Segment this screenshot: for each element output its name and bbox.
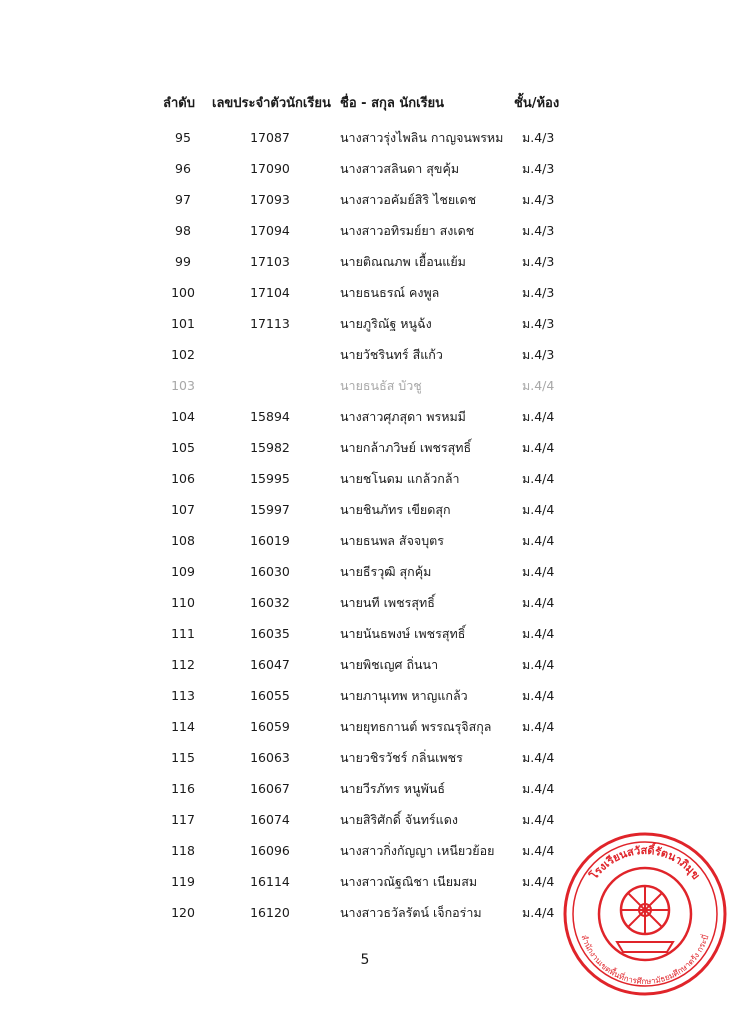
row-number: 116 — [171, 781, 195, 796]
table-row — [0, 192, 729, 223]
table-row — [0, 285, 729, 316]
table-row — [0, 688, 729, 719]
row-student-id: 16114 — [250, 874, 290, 889]
row-class: ม.4/4 — [522, 905, 555, 920]
row-number: 117 — [171, 812, 195, 827]
row-student-name: นางสาวธวัลรัตน์ เจ็กอร่าม — [340, 905, 482, 920]
row-class: ม.4/4 — [522, 626, 555, 641]
row-class: ม.4/3 — [522, 316, 555, 331]
table-row — [0, 409, 729, 440]
row-student-name: นายธนธัส บัวชู — [340, 378, 422, 393]
row-class: ม.4/4 — [522, 533, 555, 548]
row-number: 97 — [175, 192, 191, 207]
header-name: ชื่อ - สกุล นักเรียน — [340, 96, 445, 111]
row-class: ม.4/4 — [522, 812, 555, 827]
row-student-id: 16035 — [250, 626, 290, 641]
row-student-name: นายธีรวุฒิ สุกคุ้ม — [340, 564, 432, 579]
row-student-id: 16032 — [250, 595, 290, 610]
table-row — [0, 564, 729, 595]
row-student-id: 16019 — [250, 533, 290, 548]
row-number: 95 — [175, 130, 191, 145]
header-student-id: เลขประจำตัวนักเรียน — [212, 96, 331, 111]
row-class: ม.4/3 — [522, 347, 555, 362]
page-number: 5 — [360, 952, 370, 968]
row-number: 105 — [171, 440, 195, 455]
table-row — [0, 626, 729, 657]
row-number: 106 — [171, 471, 195, 486]
row-student-id: 15982 — [250, 440, 290, 455]
row-class: ม.4/3 — [522, 285, 555, 300]
table-row — [0, 440, 729, 471]
seal-ring-text-bottom: สำนักงานเขตพื้นที่การศึกษามัธยมศึกษาตรัง กระบี่ — [579, 933, 711, 987]
row-class: ม.4/4 — [522, 378, 555, 393]
row-student-name: นายสิริศักดิ์ จันทร์แดง — [340, 812, 458, 827]
row-student-name: นายวชิรวัชร์ กลิ่นเพชร — [340, 750, 463, 765]
row-student-id: 17104 — [250, 285, 290, 300]
seal-ring-text-top: โรงเรียนสวัสดิ์รัตนาภิมุข — [587, 843, 703, 882]
row-number: 104 — [171, 409, 195, 424]
row-student-id: 15995 — [250, 471, 290, 486]
row-class: ม.4/4 — [522, 657, 555, 672]
school-seal-stamp — [557, 822, 729, 997]
row-student-name: นางสาวณัฐณิชา เนียมสม — [340, 874, 478, 889]
row-student-name: นายธนธรณ์ คงพูล — [340, 285, 440, 300]
row-number: 115 — [171, 750, 195, 765]
row-number: 111 — [171, 626, 195, 641]
row-number: 101 — [171, 316, 195, 331]
table-row — [0, 161, 729, 192]
row-class: ม.4/4 — [522, 874, 555, 889]
table-row — [0, 502, 729, 533]
row-student-id: 16059 — [250, 719, 290, 734]
row-student-id: 15997 — [250, 502, 290, 517]
row-number: 120 — [171, 905, 195, 920]
header-class: ชั้น/ห้อง — [514, 96, 560, 111]
row-number: 118 — [171, 843, 195, 858]
row-student-id: 16030 — [250, 564, 290, 579]
row-student-id: 16096 — [250, 843, 290, 858]
row-student-name: นางสาวอคัมย์สิริ ไชยเดช — [340, 192, 477, 207]
row-class: ม.4/4 — [522, 781, 555, 796]
row-student-name: นายนที เพชรสุทธิ์ — [340, 595, 435, 610]
row-class: ม.4/4 — [522, 843, 555, 858]
row-student-id: 16063 — [250, 750, 290, 765]
table-row — [0, 347, 729, 378]
table-row — [0, 223, 729, 254]
row-number: 99 — [175, 254, 191, 269]
row-student-id: 17090 — [250, 161, 290, 176]
row-student-name: นางสาวศุภสุดา พรหมมี — [340, 409, 466, 424]
row-number: 119 — [171, 874, 195, 889]
header-no: ลำดับ — [163, 96, 195, 111]
row-student-name: นายวัชรินทร์ สีแก้ว — [340, 347, 443, 362]
row-student-id: 17094 — [250, 223, 290, 238]
table-row — [0, 750, 729, 781]
row-number: 108 — [171, 533, 195, 548]
row-student-name: นายยุทธกานต์ พรรณรุจิสกุล — [340, 719, 492, 734]
row-student-name: นายติณณภพ เยื้อนแย้ม — [340, 254, 466, 269]
row-number: 110 — [171, 595, 195, 610]
row-class: ม.4/3 — [522, 161, 555, 176]
table-row — [0, 719, 729, 750]
row-student-id: 16055 — [250, 688, 290, 703]
row-student-id: 17093 — [250, 192, 290, 207]
row-student-id: 17087 — [250, 130, 290, 145]
row-number: 112 — [171, 657, 195, 672]
row-class: ม.4/3 — [522, 130, 555, 145]
table-row — [0, 378, 729, 409]
row-student-name: นายนันธพงษ์ เพชรสุทธิ์ — [340, 626, 466, 641]
table-row — [0, 471, 729, 502]
row-student-name: นางสาวอทิรมย์ยา สงเดช — [340, 223, 475, 238]
row-student-id: 15894 — [250, 409, 290, 424]
row-number: 114 — [171, 719, 195, 734]
row-student-name: นายภานุเทพ หาญแกล้ว — [340, 688, 468, 703]
row-number: 103 — [171, 378, 195, 393]
row-number: 102 — [171, 347, 195, 362]
table-row — [0, 657, 729, 688]
row-student-id: 17113 — [250, 316, 290, 331]
row-class: ม.4/4 — [522, 750, 555, 765]
table-row — [0, 316, 729, 347]
row-class: ม.4/4 — [522, 719, 555, 734]
row-number: 109 — [171, 564, 195, 579]
row-class: ม.4/3 — [522, 223, 555, 238]
row-student-id: 16047 — [250, 657, 290, 672]
row-student-name: นายธนพล สัจจบุตร — [340, 533, 444, 548]
table-row — [0, 533, 729, 564]
row-class: ม.4/4 — [522, 471, 555, 486]
row-class: ม.4/4 — [522, 564, 555, 579]
svg-text:โรงเรียนสวัสดิ์รัตนาภิมุข — [586, 842, 703, 883]
row-student-name: นายกล้าภวิษย์ เพชรสุทธิ์ — [340, 440, 472, 455]
row-number: 98 — [175, 223, 191, 238]
row-student-name: นางสาวสลินดา สุขคุ้ม — [340, 161, 460, 176]
row-student-id: 16067 — [250, 781, 290, 796]
table-row — [0, 595, 729, 626]
row-class: ม.4/4 — [522, 409, 555, 424]
table-row — [0, 130, 729, 161]
row-student-id: 16074 — [250, 812, 290, 827]
row-student-name: นายพิชเญศ ถิ่นนา — [340, 657, 439, 672]
row-number: 107 — [171, 502, 195, 517]
table-row — [0, 781, 729, 812]
row-number: 113 — [171, 688, 195, 703]
row-number: 96 — [175, 161, 191, 176]
row-student-name: นายวีรภัทร หนูพันธ์ — [340, 781, 445, 796]
table-row — [0, 254, 729, 285]
row-student-id: 17103 — [250, 254, 290, 269]
row-number: 100 — [171, 285, 195, 300]
row-class: ม.4/4 — [522, 502, 555, 517]
row-student-id: 16120 — [250, 905, 290, 920]
row-student-name: นายภูริณัฐ หนูฉ้ง — [340, 316, 432, 331]
row-class: ม.4/4 — [522, 440, 555, 455]
row-student-name: นายชโนดม แกล้วกล้า — [340, 471, 460, 486]
row-class: ม.4/3 — [522, 192, 555, 207]
row-class: ม.4/4 — [522, 688, 555, 703]
row-student-name: นายชินภัทร เขียดสุก — [340, 502, 451, 517]
row-student-name: นางสาวรุ่งไพลิน กาญจนพรหม — [340, 130, 504, 145]
row-class: ม.4/3 — [522, 254, 555, 269]
row-student-name: นางสาวกิ่งกัญญา เหนียวย้อย — [340, 843, 495, 858]
row-class: ม.4/4 — [522, 595, 555, 610]
